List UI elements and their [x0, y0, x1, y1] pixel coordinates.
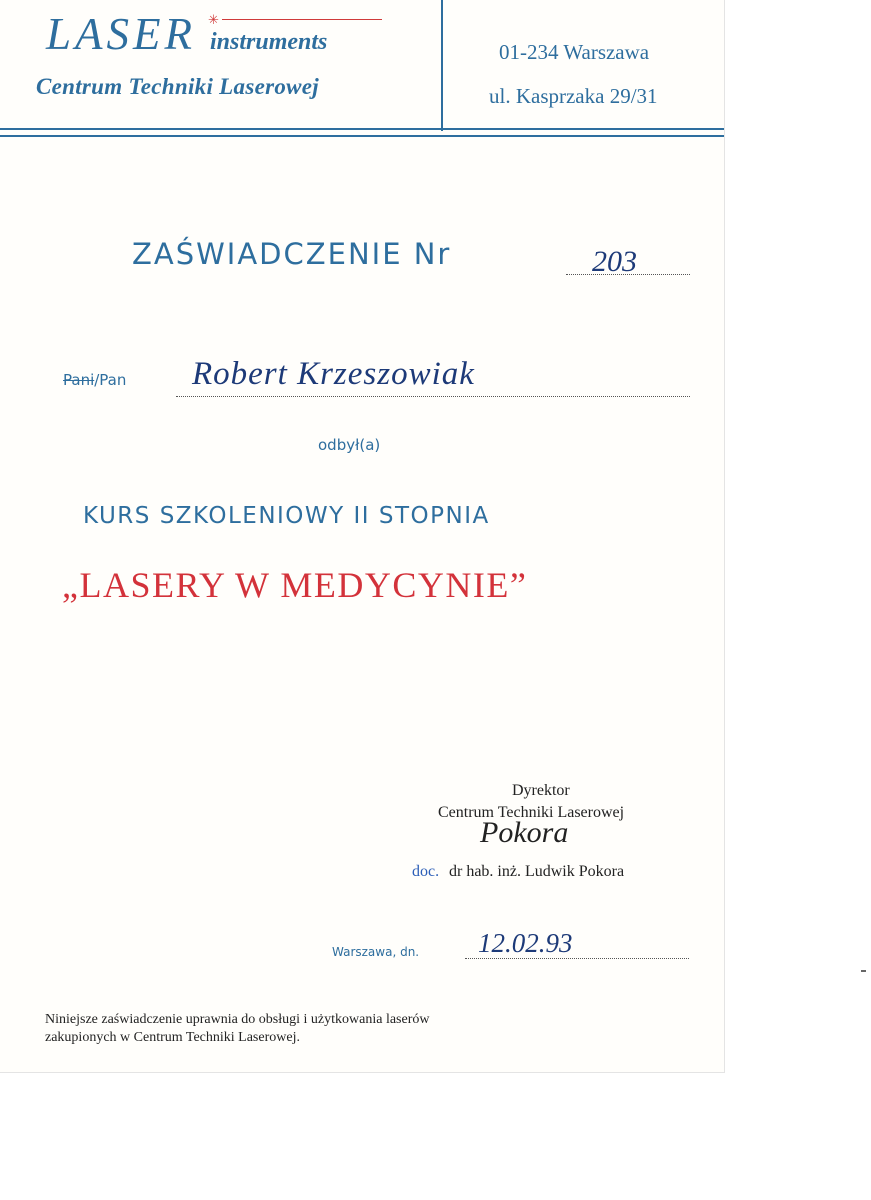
logo-instruments-text: instruments — [210, 29, 328, 55]
signatory-name: dr hab. inż. Ludwik Pokora — [449, 863, 625, 880]
header-rule-top — [0, 128, 724, 130]
certificate-number: 203 — [592, 245, 637, 278]
recipient-name: Robert Krzeszowiak — [192, 356, 475, 392]
recipient-label-struck: Pani — [63, 371, 95, 389]
address-street: ul. Kasprzaka 29/31 — [489, 84, 658, 108]
date-value: 12.02.93 — [478, 928, 573, 958]
logo-laser-text: LASER — [46, 9, 196, 59]
handwritten-signature: Pokora — [480, 816, 569, 849]
course-name: „LASERY W MEDYCYNIE” — [62, 565, 528, 605]
date-label: Warszawa, dn. — [332, 945, 420, 959]
recipient-dotted-line — [176, 396, 690, 397]
footnote: Niniejsze zaświadczenie uprawnia do obsługi i użytkowania laserów zakupionych w Centrum Techniki Laserowej. — [45, 1012, 430, 1045]
header-rule-bottom — [0, 135, 724, 137]
recipient-label — [63, 373, 126, 388]
organization-name: Centrum Techniki Laserowej — [36, 74, 319, 99]
course-type: KURS SZKOLENIOWY II STOPNIA — [83, 503, 490, 529]
signatory-organization: Centrum Techniki Laserowej — [438, 804, 625, 821]
signatory-role: Dyrektor — [512, 782, 570, 799]
address-postal: 01-234 Warszawa — [499, 40, 650, 64]
recipient-label-pan: /Pan — [94, 371, 127, 389]
laser-star-icon: ✳ — [208, 12, 219, 27]
certificate-title: ZAŚWIADCZENIE Nr — [132, 237, 452, 271]
completed-label: odbył(a) — [318, 436, 381, 454]
date-dotted-line — [465, 958, 689, 959]
header-divider-vertical — [441, 0, 443, 131]
signatory-title-prefix: doc. — [412, 863, 440, 880]
laser-beam-line — [222, 19, 382, 20]
scan-artifact — [861, 970, 866, 972]
